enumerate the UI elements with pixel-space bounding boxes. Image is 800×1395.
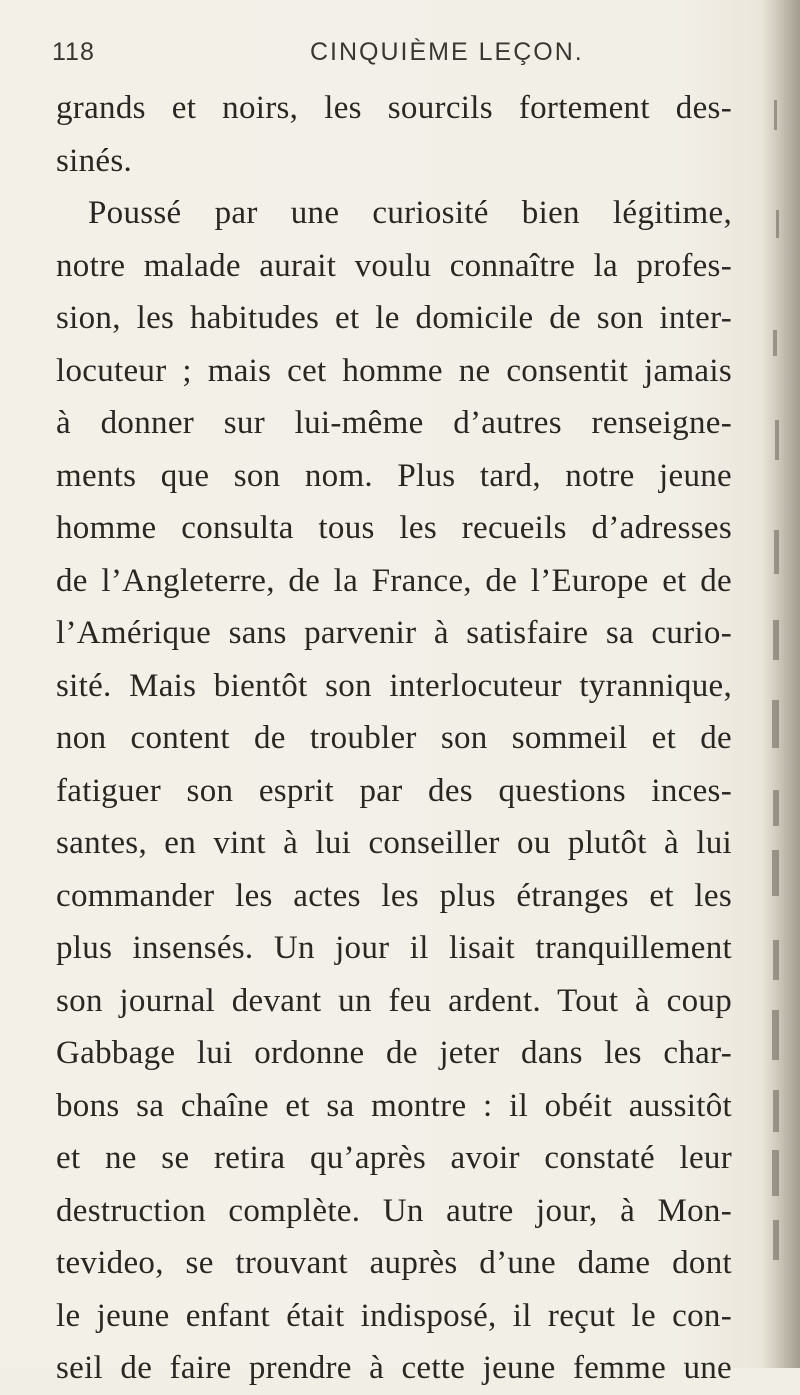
text-line: seil de faire prendre à cette jeune femme une <box>56 1350 732 1386</box>
text-line: commander les actes les plus étranges et les <box>56 877 732 914</box>
text-line: le jeune enfant était indisposé, il reçut le con- <box>56 1297 732 1334</box>
text-line: ments que son nom. Plus tard, notre jeune <box>56 457 732 494</box>
text-line: locuteur ; mais cet homme ne consentit jamais <box>56 352 732 389</box>
binding-edge-marks <box>770 60 788 1340</box>
text-line: santes, en vint à lui conseiller ou plutôt à lui <box>56 825 732 861</box>
text-line: fatiguer son esprit par des questions inces- <box>56 772 732 809</box>
body-text <box>56 82 732 1395</box>
text-line: grands et noirs, les sourcils fortement des- <box>56 90 732 126</box>
text-line: et ne se retira qu’après avoir constaté leur <box>56 1140 732 1176</box>
page-number: 118 <box>52 38 95 66</box>
text-line: sion, les habitudes et le domicile de son inter- <box>56 300 732 336</box>
running-head: CINQUIÈME LEÇON. <box>310 38 584 66</box>
text-line: plus insensés. Un jour il lisait tranquillement <box>56 930 732 966</box>
text-line: destruction complète. Un autre jour, à Mon- <box>56 1192 732 1229</box>
text-line: homme consulta tous les recueils d’adresses <box>56 510 732 546</box>
page-header <box>52 38 752 78</box>
text-line: sinés. <box>56 142 133 179</box>
text-line: tevideo, se trouvant auprès d’une dame dont <box>56 1245 732 1281</box>
text-line: l’Amérique sans parvenir à satisfaire sa curio- <box>56 615 732 651</box>
text-line: notre malade aurait voulu connaître la profes- <box>56 247 732 284</box>
text-line: à donner sur lui-même d’autres renseigne- <box>56 405 732 441</box>
text-line: bons sa chaîne et sa montre : il obéit aussitôt <box>56 1087 732 1124</box>
text-line: non content de troubler son sommeil et de <box>56 720 732 756</box>
text-line: son journal devant un feu ardent. Tout à coup <box>56 982 732 1019</box>
text-line: Poussé par une curiosité bien légitime, <box>88 195 732 231</box>
text-line: de l’Angleterre, de la France, de l’Europe et de <box>56 562 732 599</box>
text-line: sité. Mais bientôt son interlocuteur tyrannique, <box>56 667 732 704</box>
text-line: Gabbage lui ordonne de jeter dans les char- <box>56 1035 732 1071</box>
